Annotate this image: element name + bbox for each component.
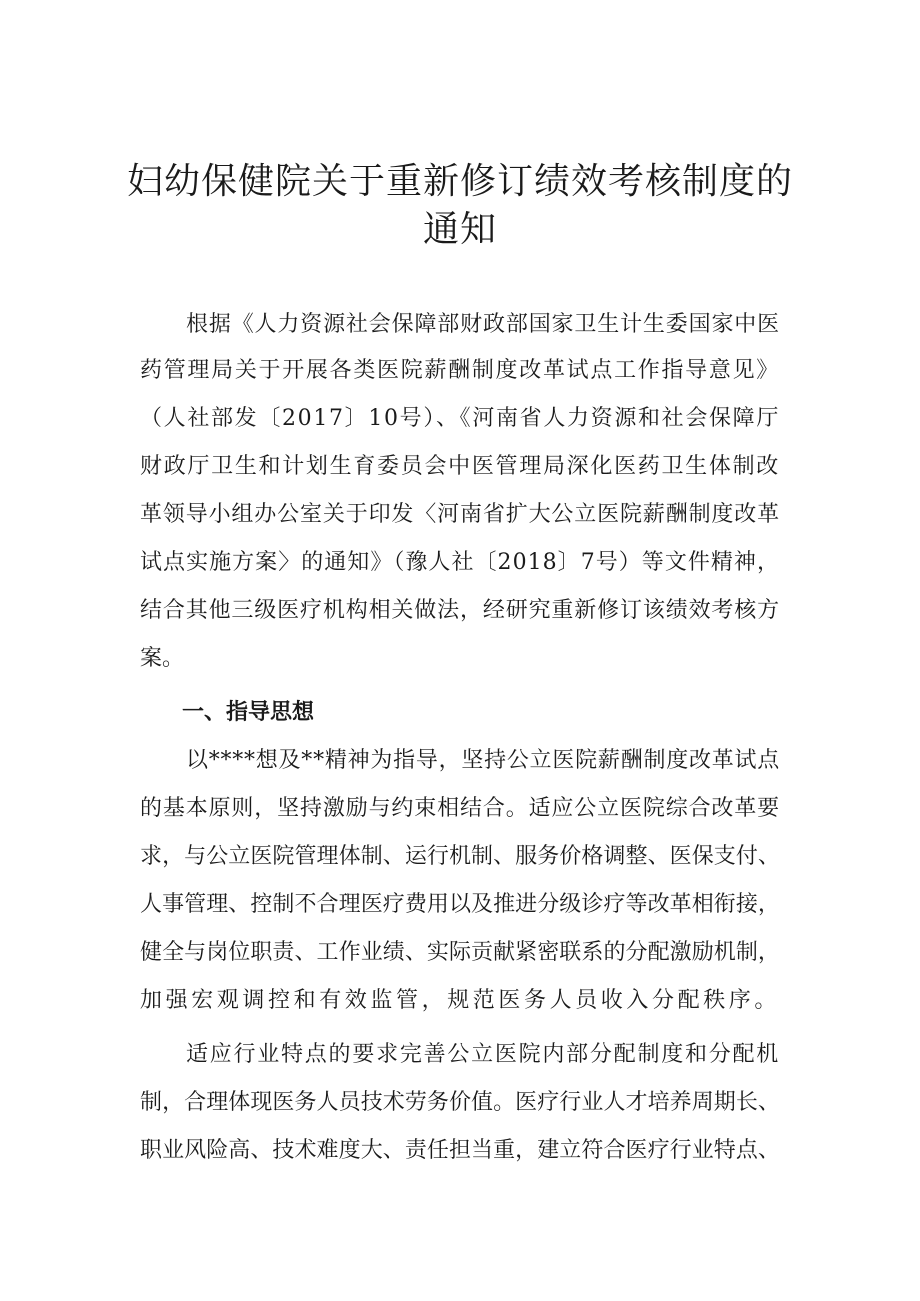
section1-para1-line: 以****想及**精神为指导，坚持公立医院薪酬制度改革试点 <box>186 748 781 773</box>
document-title-line-2: 通知 <box>422 209 497 250</box>
section1-para2-line: 职业风险高、技术难度大、责任担当重，建立符合医疗行业特点、 <box>140 1138 781 1163</box>
intro-line: 根据《人力资源社会保障部财政部国家卫生计生委国家中医 <box>186 312 781 337</box>
section1-para1-line: 健全与岗位职责、工作业绩、实际贡献紧密联系的分配激励机制， <box>140 940 781 965</box>
intro-line: 革领导小组办公室关于印发〈河南省扩大公立医院薪酬制度改革 <box>140 502 781 527</box>
intro-line: 财政厅卫生和计划生育委员会中医管理局深化医药卫生体制改 <box>140 454 781 479</box>
section1-para1-line: 求，与公立医院管理体制、运行机制、服务价格调整、医保支付、 <box>140 844 781 869</box>
section1-para1-line: 人事管理、控制不合理医疗费用以及推进分级诊疗等改革相衔接， <box>140 892 781 917</box>
intro-line: （人社部发〔2017〕10号）、《河南省人力资源和社会保障厅 <box>140 406 780 431</box>
section1-para2-line: 制，合理体现医务人员技术劳务价值。医疗行业人才培养周期长、 <box>140 1090 781 1115</box>
intro-line: 案。 <box>140 646 185 671</box>
section-heading: 一、指导思想 <box>182 700 315 725</box>
section1-para1-line: 加强宏观调控和有效监管，规范医务人员收入分配秩序。 <box>140 988 781 1013</box>
intro-line: 试点实施方案〉的通知》（豫人社〔2018〕7号）等文件精神， <box>140 550 780 575</box>
document-title-line-1: 妇幼保健院关于重新修订绩效考核制度的 <box>126 161 793 202</box>
section1-para1-line: 的基本原则，坚持激励与约束相结合。适应公立医院综合改革要 <box>140 796 781 821</box>
intro-line: 药管理局关于开展各类医院薪酬制度改革试点工作指导意见》 <box>140 358 781 383</box>
intro-line: 结合其他三级医疗机构相关做法，经研究重新修订该绩效考核方 <box>140 598 781 623</box>
section1-para2-line: 适应行业特点的要求完善公立医院内部分配制度和分配机 <box>186 1042 781 1067</box>
